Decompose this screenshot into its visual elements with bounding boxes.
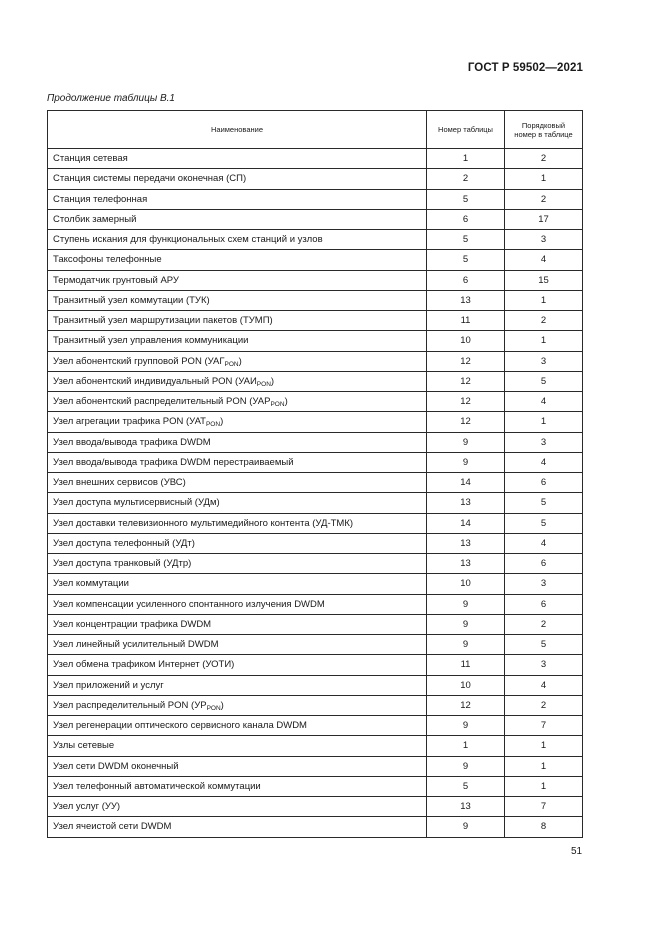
cell-order-number: 3 xyxy=(505,655,583,675)
table-row xyxy=(48,473,583,493)
cell-name xyxy=(48,736,427,756)
cell-name xyxy=(48,513,427,533)
cell-order-number: 8 xyxy=(505,817,583,837)
cell-table-number: 9 xyxy=(427,452,505,472)
cell-table-number: 5 xyxy=(427,776,505,796)
cell-table-number: 5 xyxy=(427,230,505,250)
cell-table-number: 12 xyxy=(427,695,505,715)
cell-order-number: 1 xyxy=(505,290,583,310)
table-row xyxy=(48,331,583,351)
cell-order-number: 7 xyxy=(505,716,583,736)
table-row xyxy=(48,655,583,675)
cell-name xyxy=(48,250,427,270)
cell-name xyxy=(48,716,427,736)
table-row xyxy=(48,574,583,594)
cell-name-text: Транзитный узел маршрутизации пакетов (ТУМП) xyxy=(53,315,273,327)
cell-name-text: Узел сети DWDM оконечный xyxy=(53,760,179,772)
cell-name xyxy=(48,493,427,513)
column-header-name: Наименование xyxy=(48,111,427,149)
cell-name xyxy=(48,614,427,634)
cell-name xyxy=(48,574,427,594)
cell-name-text: Узел приложений и услуг xyxy=(53,679,164,691)
table-row xyxy=(48,189,583,209)
table-row xyxy=(48,776,583,796)
cell-order-number: 1 xyxy=(505,776,583,796)
cell-table-number: 9 xyxy=(427,432,505,452)
table-row xyxy=(48,756,583,776)
cell-name xyxy=(48,209,427,229)
cell-order-number: 6 xyxy=(505,594,583,614)
table-row xyxy=(48,169,583,189)
cell-table-number: 12 xyxy=(427,371,505,391)
cell-table-number: 13 xyxy=(427,533,505,553)
cell-order-number: 1 xyxy=(505,736,583,756)
cell-name-text: Узел компенсации усиленного спонтанного излучения DWDM xyxy=(53,598,325,610)
cell-name-text: Узел доступа мультисервисный (УДм) xyxy=(53,497,220,509)
cell-name-text: Узел ячеистой сети DWDM xyxy=(53,821,172,833)
cell-order-number: 2 xyxy=(505,189,583,209)
cell-name-subscript: PON xyxy=(206,704,221,712)
cell-order-number: 4 xyxy=(505,250,583,270)
table-row xyxy=(48,230,583,250)
cell-name-subscript: PON xyxy=(256,380,271,388)
table-body xyxy=(48,149,583,838)
cell-order-number: 5 xyxy=(505,513,583,533)
table-row xyxy=(48,290,583,310)
page-number: 51 xyxy=(571,846,583,857)
table-row xyxy=(48,695,583,715)
cell-table-number: 14 xyxy=(427,513,505,533)
cell-name-subscript: PON xyxy=(205,421,221,429)
cell-table-number: 9 xyxy=(427,635,505,655)
table-caption: Продолжение таблицы В.1 xyxy=(47,93,175,104)
cell-order-number: 6 xyxy=(505,473,583,493)
cell-name xyxy=(48,594,427,614)
cell-name xyxy=(48,290,427,310)
cell-name-text: Узел доступа телефонный (УДт) xyxy=(53,537,195,549)
cell-name-text: Узел услуг (УУ) xyxy=(53,801,121,813)
cell-table-number: 12 xyxy=(427,351,505,371)
cell-order-number: 4 xyxy=(505,452,583,472)
table-row xyxy=(48,452,583,472)
table-row xyxy=(48,736,583,756)
cell-name-text: Узел распределительный PON (УР xyxy=(53,699,207,711)
cell-name-text: Транзитный узел управления коммуникации xyxy=(53,335,249,347)
cell-name-suffix: ) xyxy=(220,416,224,428)
cell-name-text: Узел доставки телевизионного мультимедийного контента (УД-ТМК) xyxy=(53,517,354,529)
cell-name-text: Узел телефонный автоматической коммутации xyxy=(53,780,261,792)
table-row xyxy=(48,351,583,371)
cell-order-number: 2 xyxy=(505,695,583,715)
cell-name xyxy=(48,230,427,250)
table-row xyxy=(48,675,583,695)
cell-name xyxy=(48,311,427,331)
cell-order-number: 1 xyxy=(505,169,583,189)
cell-table-number: 9 xyxy=(427,756,505,776)
cell-name-suffix: ) xyxy=(220,699,224,711)
cell-table-number: 6 xyxy=(427,209,505,229)
cell-name-text: Узел внешних сервисов (УВС) xyxy=(53,477,186,489)
cell-table-number: 13 xyxy=(427,290,505,310)
table-row xyxy=(48,554,583,574)
data-table xyxy=(47,110,583,838)
cell-name xyxy=(48,817,427,837)
table-row xyxy=(48,250,583,270)
cell-table-number: 5 xyxy=(427,189,505,209)
cell-name-subscript: PON xyxy=(224,360,239,368)
cell-name xyxy=(48,675,427,695)
cell-order-number: 1 xyxy=(505,331,583,351)
cell-table-number: 10 xyxy=(427,574,505,594)
cell-name-text: Транзитный узел коммутации (ТУК) xyxy=(53,294,210,306)
cell-name-text: Узел доступа транковый (УДтр) xyxy=(53,558,192,570)
cell-table-number: 6 xyxy=(427,270,505,290)
cell-name-text: Термодатчик грунтовый АРУ xyxy=(53,274,179,286)
cell-name-text: Узел линейный усилительный DWDM xyxy=(53,639,219,651)
cell-name xyxy=(48,169,427,189)
cell-order-number: 7 xyxy=(505,797,583,817)
cell-name-text: Узел абонентский индивидуальный PON (УАИ xyxy=(53,375,257,387)
cell-name xyxy=(48,270,427,290)
cell-order-number: 2 xyxy=(505,311,583,331)
cell-order-number: 1 xyxy=(505,412,583,432)
cell-name xyxy=(48,473,427,493)
cell-order-number: 4 xyxy=(505,533,583,553)
cell-name-text: Ступень искания для функциональных схем станций и узлов xyxy=(53,234,323,246)
cell-name xyxy=(48,149,427,169)
cell-table-number: 11 xyxy=(427,311,505,331)
cell-order-number: 5 xyxy=(505,371,583,391)
cell-name xyxy=(48,533,427,553)
cell-order-number: 1 xyxy=(505,756,583,776)
cell-table-number: 11 xyxy=(427,655,505,675)
cell-name xyxy=(48,189,427,209)
cell-name xyxy=(48,412,427,432)
cell-order-number: 6 xyxy=(505,554,583,574)
cell-order-number: 15 xyxy=(505,270,583,290)
cell-order-number: 2 xyxy=(505,149,583,169)
table-row xyxy=(48,412,583,432)
table-row xyxy=(48,270,583,290)
cell-name xyxy=(48,371,427,391)
table-row xyxy=(48,513,583,533)
cell-table-number: 1 xyxy=(427,736,505,756)
table-row xyxy=(48,209,583,229)
cell-table-number: 13 xyxy=(427,493,505,513)
cell-table-number: 14 xyxy=(427,473,505,493)
cell-name-text: Узел абонентский распределительный PON (УАР xyxy=(53,396,271,408)
table-row xyxy=(48,149,583,169)
cell-table-number: 10 xyxy=(427,675,505,695)
cell-name xyxy=(48,554,427,574)
cell-table-number: 9 xyxy=(427,594,505,614)
table-row xyxy=(48,614,583,634)
cell-table-number: 12 xyxy=(427,392,505,412)
table-row xyxy=(48,594,583,614)
cell-order-number: 4 xyxy=(505,675,583,695)
cell-name xyxy=(48,432,427,452)
column-header-order-number: Порядковый номер в таблице xyxy=(505,111,583,149)
cell-order-number: 3 xyxy=(505,230,583,250)
table-row xyxy=(48,817,583,837)
cell-name-text: Таксофоны телефонные xyxy=(53,254,162,266)
cell-name xyxy=(48,695,427,715)
table-row xyxy=(48,432,583,452)
cell-name-text: Столбик замерный xyxy=(53,213,137,225)
cell-name-subscript: PON xyxy=(270,401,285,409)
cell-name-text: Станция сетевая xyxy=(53,153,128,165)
cell-name xyxy=(48,331,427,351)
cell-name-text: Узлы сетевые xyxy=(53,740,115,752)
table-row xyxy=(48,392,583,412)
cell-order-number: 4 xyxy=(505,392,583,412)
cell-name-text: Узел агрегации трафика PON (УАТ xyxy=(53,416,206,428)
cell-table-number: 9 xyxy=(427,716,505,736)
cell-table-number: 12 xyxy=(427,412,505,432)
cell-name-text: Узел ввода/вывода трафика DWDM перестраиваемый xyxy=(53,456,294,468)
cell-order-number: 3 xyxy=(505,351,583,371)
cell-table-number: 9 xyxy=(427,614,505,634)
cell-name-text: Узел абонентский групповой PON (УАГ xyxy=(53,355,225,367)
table-row xyxy=(48,311,583,331)
cell-name xyxy=(48,392,427,412)
cell-order-number: 3 xyxy=(505,574,583,594)
table-header-row xyxy=(48,111,583,149)
cell-table-number: 13 xyxy=(427,797,505,817)
cell-table-number: 5 xyxy=(427,250,505,270)
cell-table-number: 1 xyxy=(427,149,505,169)
cell-name xyxy=(48,797,427,817)
cell-name-text: Узел концентрации трафика DWDM xyxy=(53,618,212,630)
cell-name xyxy=(48,351,427,371)
table-row xyxy=(48,371,583,391)
cell-order-number: 5 xyxy=(505,635,583,655)
table-row xyxy=(48,716,583,736)
cell-name-text: Узел регенерации оптического сервисного канала DWDM xyxy=(53,720,307,732)
column-header-table-number: Номер таблицы xyxy=(427,111,505,149)
cell-name-suffix: ) xyxy=(270,375,275,387)
cell-name-text: Узел ввода/вывода трафика DWDM xyxy=(53,436,211,448)
cell-table-number: 2 xyxy=(427,169,505,189)
cell-name xyxy=(48,655,427,675)
cell-name xyxy=(48,635,427,655)
cell-table-number: 13 xyxy=(427,554,505,574)
cell-order-number: 2 xyxy=(505,614,583,634)
table-row xyxy=(48,797,583,817)
cell-name-text: Узел коммутации xyxy=(53,578,129,590)
cell-name-suffix: ) xyxy=(238,355,242,367)
table-row xyxy=(48,493,583,513)
cell-name-text: Станция телефонная xyxy=(53,193,148,205)
table-row xyxy=(48,533,583,553)
cell-name xyxy=(48,756,427,776)
cell-name xyxy=(48,452,427,472)
document-code: ГОСТ Р 59502—2021 xyxy=(467,62,583,74)
cell-name-suffix: ) xyxy=(284,396,288,408)
cell-table-number: 9 xyxy=(427,817,505,837)
table-row xyxy=(48,635,583,655)
cell-order-number: 5 xyxy=(505,493,583,513)
cell-name xyxy=(48,776,427,796)
cell-name-text: Станция системы передачи оконечная (СП) xyxy=(53,173,247,185)
cell-order-number: 3 xyxy=(505,432,583,452)
cell-name-text: Узел обмена трафиком Интернет (УОТИ) xyxy=(53,659,235,671)
cell-table-number: 10 xyxy=(427,331,505,351)
cell-order-number: 17 xyxy=(505,209,583,229)
